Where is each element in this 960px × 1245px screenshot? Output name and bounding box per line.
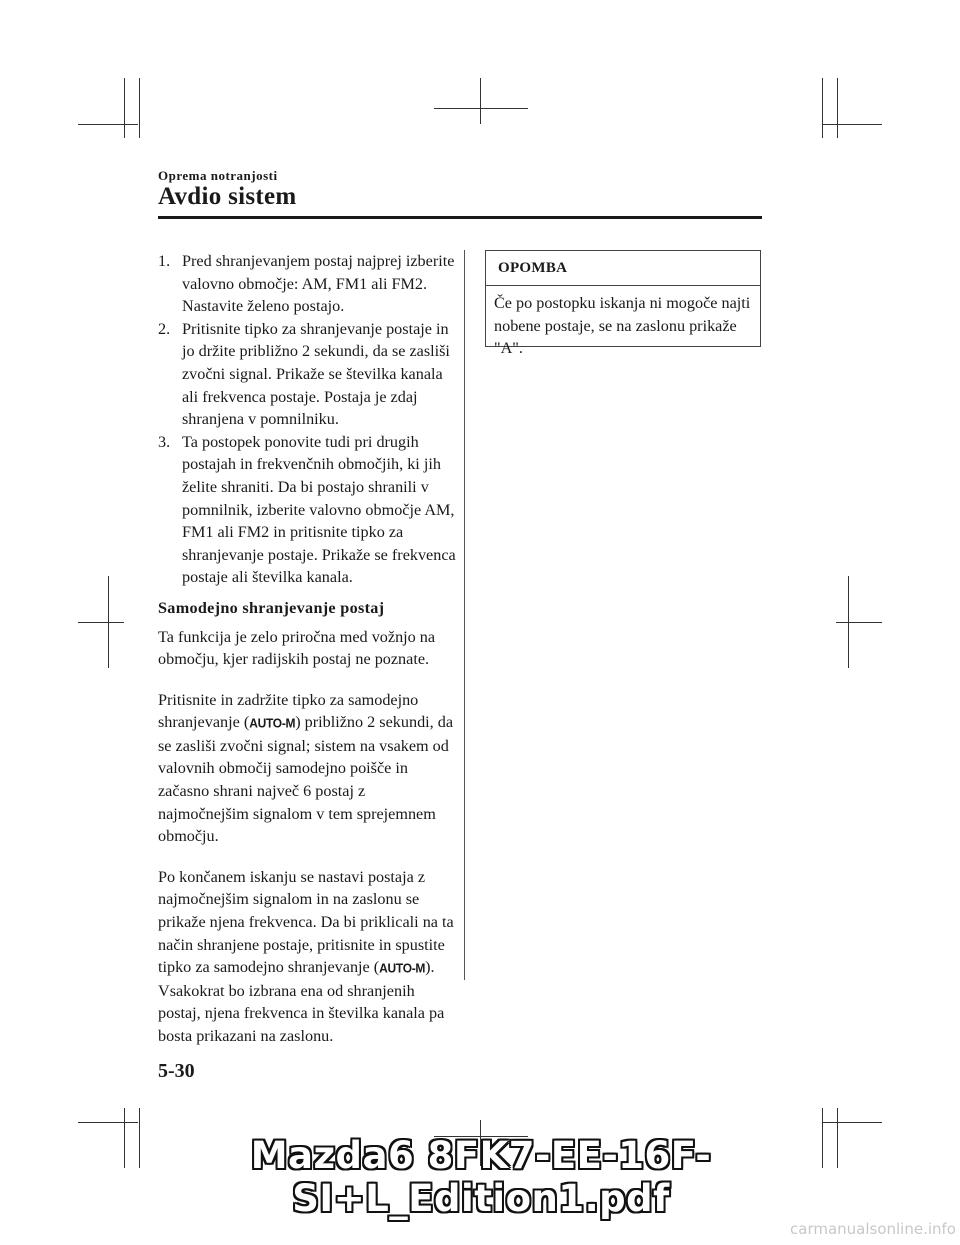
crop-mark — [78, 1122, 138, 1123]
crop-mark — [124, 78, 125, 138]
section-title: Avdio sistem — [158, 183, 297, 210]
auto-store-recall-paragraph — [158, 866, 458, 1048]
paragraph-text: Pritisnite in zadržite tipko za samodejno shranjevanje ( — [158, 690, 419, 732]
crop-mark — [836, 622, 882, 623]
step-text: Pred shranjevanjem postaj najprej izberite valovno območje: AM, FM1 ali FM2. Nastavite želeno postajo. — [182, 252, 455, 316]
crop-mark — [78, 124, 138, 125]
header-rule — [158, 216, 762, 219]
crop-mark — [822, 78, 823, 138]
step-number: 1. — [158, 252, 171, 270]
step-number: 3. — [158, 432, 171, 451]
crop-mark — [78, 622, 124, 623]
auto-store-heading: Samodejno shranjevanje postaj — [158, 598, 385, 617]
paragraph-text: ). Vsakokrat bo izbrana ena od shranjenih postaj, njena frekvenca in številka kanala pa bosta prikazani na zaslonu. — [158, 958, 445, 1045]
step-text: Ta postopek ponovite tudi pri drugih postajah in frekvenčnih območjih, ki jih želite shraniti. Da bi postajo shranili v pomnilnik, izberite valovno območje AM, FM1 ali FM2 in pritisnite tipko za shranjevanje postaje. Prikaže se frekvenca postaje ali številka kanala. — [182, 432, 456, 587]
page-number: 5-30 — [158, 1060, 195, 1082]
left-column — [158, 250, 458, 1064]
note-box — [485, 250, 761, 358]
auto-m-button-symbol: AUTO-M — [249, 715, 296, 731]
steps-list — [158, 250, 458, 589]
step-text: Pritisnite tipko za shranjevanje postaje in jo držite približno 2 sekundi, da se zasliši zvočni signal. Prikaže se številka kanala ali frekvenca postaje. Postaja je zdaj shranjena v pomnilniku. — [182, 319, 450, 429]
note-text: Če po postopku iskanja ni mogoče najti nobene postaje, se na zaslonu prikaže "A". — [494, 294, 751, 358]
paragraph-text: Po končanem iskanju se nastavi postaja z najmočnejšim signalom in na zaslonu se prikaže njena frekvenca. Da bi priklicali na ta način shranjene postaje, pritisnite in spustite tipko za samodejno shranjevanje ( — [158, 867, 454, 977]
crop-mark — [822, 124, 882, 125]
note-title: OPOMBA — [486, 251, 760, 286]
list-item — [158, 318, 458, 431]
list-item — [158, 431, 458, 589]
footer-file-name: Mazda6 8FK7-EE-16F-SI+L_Edition1.pdf — [250, 1134, 712, 1220]
step-number: 2. — [158, 319, 171, 338]
section-label: Oprema notranjosti — [158, 168, 278, 183]
paragraph-text: ) približno 2 sekundi, da se zasliši zvočni signal; sistem na vsakem od valovnih območij samodejno poišče in začasno shrani največ 6 postaj z najmočnejšim signalom v tem sprejemnem območju. — [158, 713, 454, 846]
list-item — [158, 250, 458, 318]
crop-mark — [139, 78, 140, 138]
crop-mark — [434, 108, 528, 109]
crop-mark — [822, 1122, 882, 1123]
site-watermark: carmanualsonline.info — [790, 1220, 956, 1238]
auto-store-intro: Ta funkcija je zelo priročna med vožnjo na območju, kjer radijskih postaj ne poznate. — [158, 627, 436, 669]
auto-m-button-symbol: AUTO-M — [379, 960, 426, 976]
auto-store-paragraph — [158, 689, 458, 848]
crop-mark — [837, 78, 838, 138]
column-divider — [464, 250, 465, 980]
crop-mark — [480, 78, 481, 124]
